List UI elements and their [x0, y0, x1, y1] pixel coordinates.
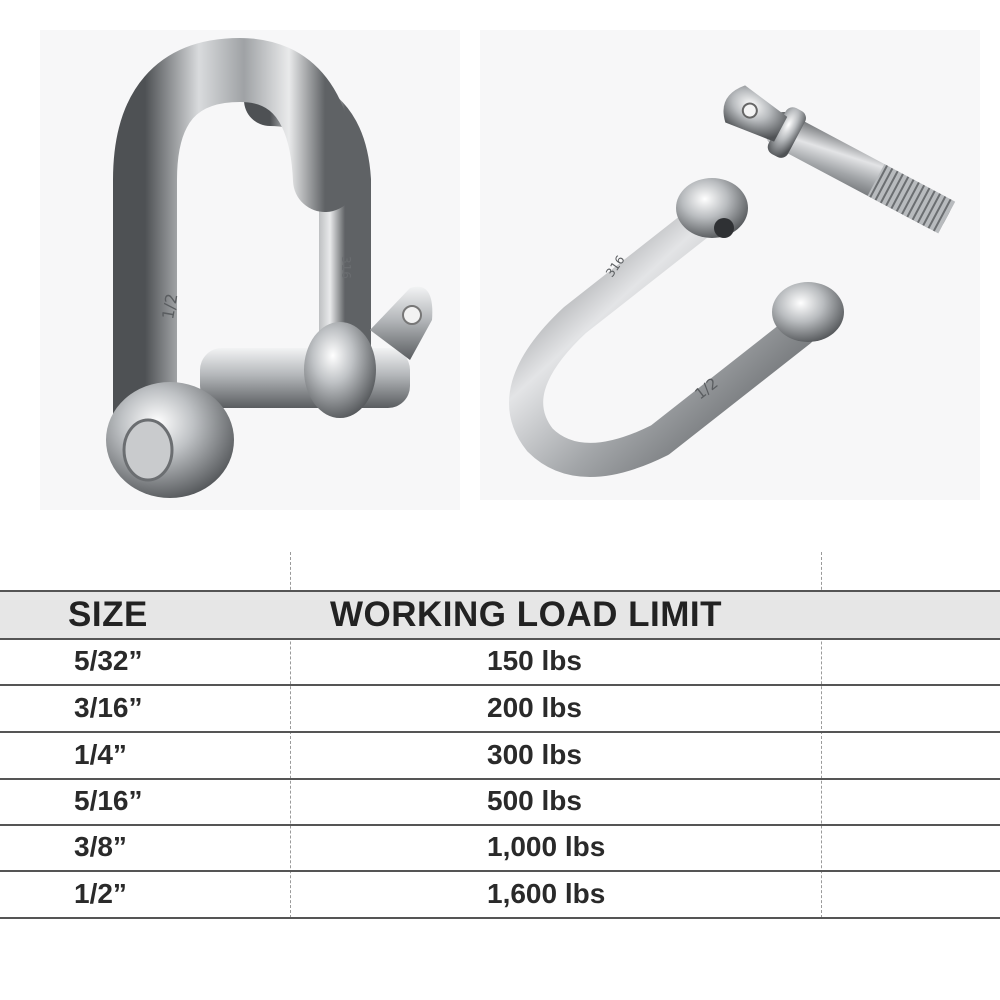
shackle-disassembled-image	[480, 30, 980, 500]
load-cell: 200 lbs	[487, 692, 582, 723]
table-row	[0, 778, 1000, 826]
load-header: WORKING LOAD LIMIT	[330, 595, 723, 634]
size-cell: 1/4”	[74, 739, 127, 770]
size-stamp: 1/2	[158, 292, 182, 321]
load-cell: 1,000 lbs	[487, 831, 606, 862]
load-cell: 500 lbs	[487, 785, 582, 816]
size-cell: 1/2”	[74, 878, 127, 909]
shackle-assembled-image	[40, 30, 460, 510]
table-row	[0, 685, 1000, 733]
table-row	[0, 732, 1000, 780]
load-cell: 300 lbs	[487, 739, 582, 770]
load-cell: 1,600 lbs	[487, 878, 606, 909]
grade-stamp: 316	[602, 252, 628, 280]
table-row	[0, 638, 1000, 686]
size-cell: 5/16”	[74, 785, 143, 816]
table-row	[0, 871, 1000, 919]
table-header-row	[0, 590, 1000, 640]
size-cell: 5/32”	[74, 645, 143, 676]
load-cell: 150 lbs	[487, 645, 582, 676]
working-load-table	[0, 552, 1000, 932]
size-cell: 3/16”	[74, 692, 143, 723]
size-cell: 3/8”	[74, 831, 127, 862]
size-stamp: 1/2	[691, 374, 722, 404]
shackle-disassembled-icon	[480, 30, 980, 500]
size-header: SIZE	[68, 595, 148, 634]
table-row	[0, 824, 1000, 872]
grade-stamp: 316	[339, 256, 353, 279]
shackle-assembled-icon	[40, 30, 460, 510]
